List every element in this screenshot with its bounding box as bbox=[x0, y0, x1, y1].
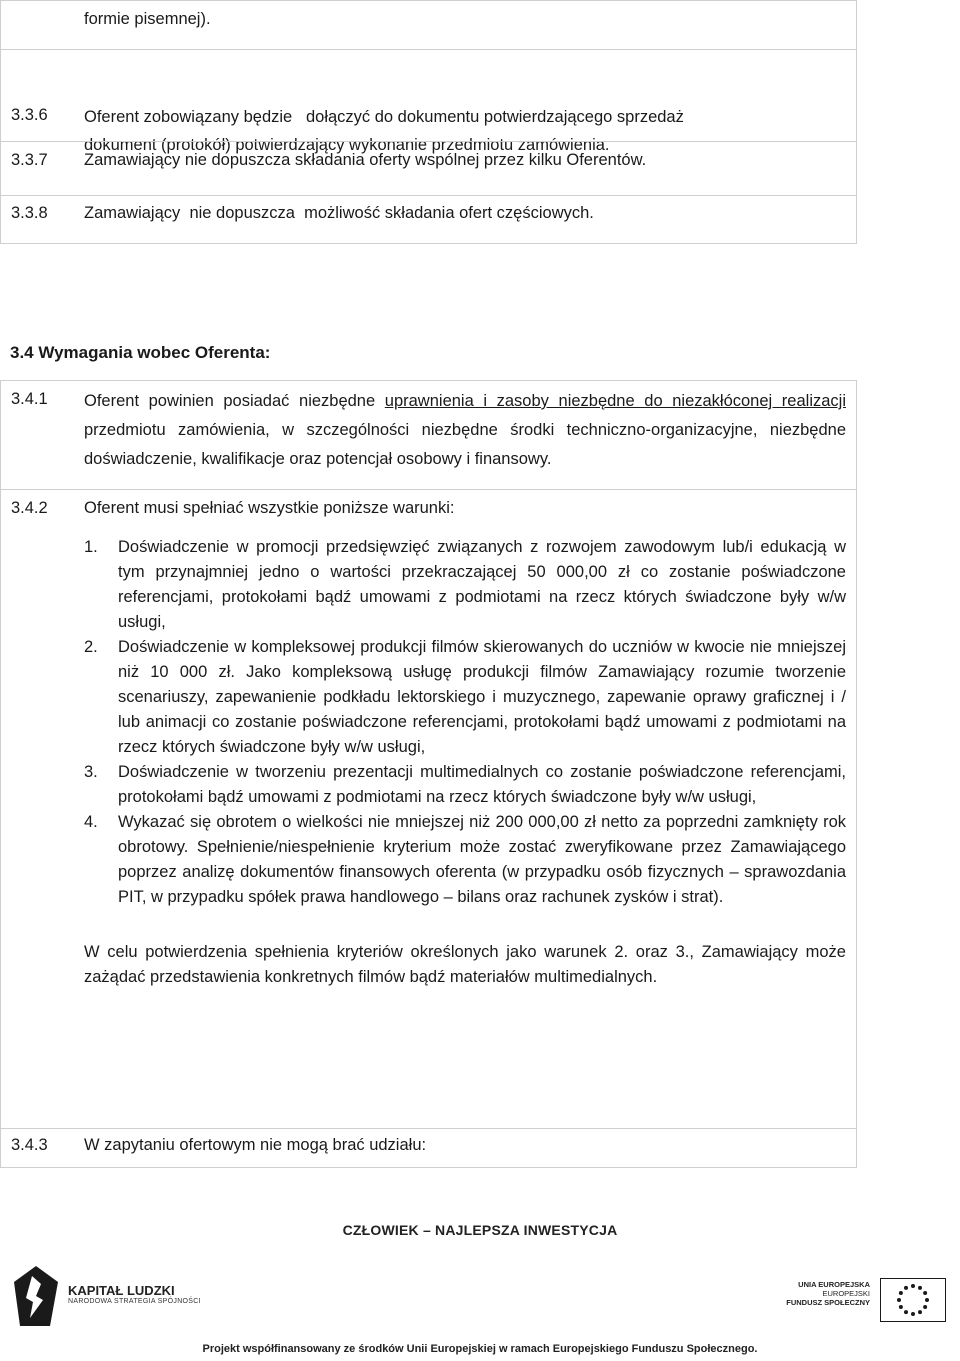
list-number: 4. bbox=[84, 813, 98, 831]
section-table-3-4 bbox=[0, 380, 857, 1168]
eu-star-icon bbox=[918, 1286, 922, 1290]
kapital-ludzki-wordmark bbox=[68, 1283, 201, 1305]
table-row bbox=[1, 489, 856, 1128]
eu-star-icon bbox=[899, 1291, 903, 1295]
eu-star-icon bbox=[925, 1298, 929, 1302]
clause-text: W zapytaniu ofertowym nie mogą brać udziału: bbox=[84, 1136, 427, 1154]
list-text: Doświadczenie w promocji przedsięwzięć związanych z rozwojem zawodowym lub/i edukacją w tym przynajmniej jedno o wartości przekraczającej 50 000,00 zł co zostanie poświadczone referencjami, protokołami bądź umowami z podmiotami na rzecz których świadczone były w/w usługi, bbox=[118, 538, 846, 631]
list-number: 2. bbox=[84, 638, 98, 656]
list-item bbox=[84, 760, 846, 810]
eu-fund-label bbox=[786, 1280, 870, 1307]
eu-star-icon bbox=[904, 1286, 908, 1290]
eu-star-icon bbox=[904, 1310, 908, 1314]
kl-subtitle: NARODOWA STRATEGIA SPÓJNOŚCI bbox=[68, 1298, 201, 1305]
eu-flag-icon bbox=[880, 1278, 946, 1327]
clause-text-part: Oferent powinien posiadać niezbędne bbox=[84, 392, 385, 410]
list-item bbox=[84, 635, 846, 760]
eu-star-icon bbox=[911, 1312, 915, 1316]
clause-line: Oferent zobowiązany będzie dołączyć do dokumentu potwierdzającego sprzedaż bbox=[84, 108, 684, 126]
row-text: formie pisemnej). bbox=[84, 10, 211, 28]
clause-text: Zamawiający nie dopuszcza składania oferty wspólnej przez kilku Oferentów. bbox=[84, 151, 647, 169]
closing-paragraph: W celu potwierdzenia spełnienia kryteriów określonych jako warunek 2. oraz 3., Zamawiający może zażądać przedstawienia konkretnych filmów bądź materiałów multimedialnych. bbox=[84, 943, 846, 986]
kl-title: KAPITAŁ LUDZKI bbox=[68, 1283, 175, 1298]
cofinance-note: Projekt współfinansowany ze środków Unii Europejskiej w ramach Europejskiego Funduszu Społecznego. bbox=[202, 1343, 758, 1355]
clause-text-part: przedmiotu zamówienia, w szczególności niezbędne środki techniczno-organizacyjne, niezbędne doświadczenie, kwalifikacje oraz potencjał osobowy i finansowy. bbox=[84, 421, 846, 468]
list-item bbox=[84, 535, 846, 635]
eu-line: FUNDUSZ SPOŁECZNY bbox=[786, 1298, 870, 1307]
eu-line: EUROPEJSKI bbox=[822, 1289, 870, 1298]
table-row bbox=[1, 195, 856, 243]
list-number: 3. bbox=[84, 763, 98, 781]
clause-line: dokument (protokół) potwierdzający wykonanie przedmiotu zamówienia. bbox=[84, 136, 610, 154]
table-row bbox=[1, 1, 856, 49]
eu-star-icon bbox=[897, 1298, 901, 1302]
section-heading: 3.4 Wymagania wobec Oferenta: bbox=[10, 343, 271, 362]
clause-number: 3.3.6 bbox=[11, 106, 48, 124]
section-table-3-3 bbox=[0, 0, 857, 244]
clause-number: 3.4.2 bbox=[11, 499, 48, 517]
clause-number: 3.4.3 bbox=[11, 1136, 48, 1154]
eu-star-icon bbox=[899, 1305, 903, 1309]
eu-star-icon bbox=[923, 1291, 927, 1295]
list-text: Doświadczenie w kompleksowej produkcji filmów skierowanych do uczniów w kwocie nie mniejszej niż 10 000 zł. Jako kompleksową usługę produkcji filmów Zamawiający rozumie tworzenie scenariuszy, zapewanienie podkładu lektorskiego i muzycznego, zapewanie oprawy graficznej i / lub animacji co zostanie poświadczone referencjami, protokołami bądź umowami z podmiotami na rzecz których świadczone były w/w usługi, bbox=[118, 638, 846, 756]
clause-number: 3.3.8 bbox=[11, 204, 48, 222]
clause-number: 3.3.7 bbox=[11, 151, 48, 169]
clause-number: 3.4.1 bbox=[11, 390, 48, 408]
table-row bbox=[1, 49, 856, 154]
eu-star-icon bbox=[918, 1310, 922, 1314]
clause-text: Zamawiający nie dopuszcza możliwość składania ofert częściowych. bbox=[84, 204, 594, 222]
clause-text: Oferent musi spełniać wszystkie poniższe warunki: bbox=[84, 499, 455, 517]
table-row bbox=[1, 141, 856, 195]
eu-star-icon bbox=[911, 1284, 915, 1288]
table-row bbox=[1, 1128, 856, 1169]
list-item bbox=[84, 810, 846, 910]
list-text: Doświadczenie w tworzeniu prezentacji multimedialnych co zostanie poświadczone referencjami, protokołami bądź umowami z podmiotami na rzecz których świadczone były w/w usługi, bbox=[118, 763, 846, 806]
footer-slogan: CZŁOWIEK – NAJLEPSZA INWESTYCJA bbox=[342, 1222, 618, 1238]
eu-star-icon bbox=[923, 1305, 927, 1309]
clause-text-underlined: uprawnienia i zasoby niezbędne do niezakłóconej realizacji bbox=[384, 392, 846, 410]
list-text: Wykazać się obrotem o wielkości nie mniejszej niż 200 000,00 zł netto za poprzedni zamknięty rok obrotowy. Spełnienie/niespełnienie kryterium może zostać zweryfikowane przez Zamawiającego poprzez analizę dokumentów finansowych oferenta (w przypadku osób fizycznych – sprawozdania PIT, w przypadku spółek prawa handlowego – bilans oraz rachunek zysków i strat). bbox=[118, 813, 846, 906]
clause-text bbox=[84, 387, 846, 474]
table-row bbox=[1, 381, 856, 489]
conditions-list bbox=[84, 535, 846, 990]
eu-line: UNIA EUROPEJSKA bbox=[798, 1280, 870, 1289]
list-number: 1. bbox=[84, 538, 98, 556]
kapital-ludzki-logo-icon bbox=[14, 1266, 58, 1331]
